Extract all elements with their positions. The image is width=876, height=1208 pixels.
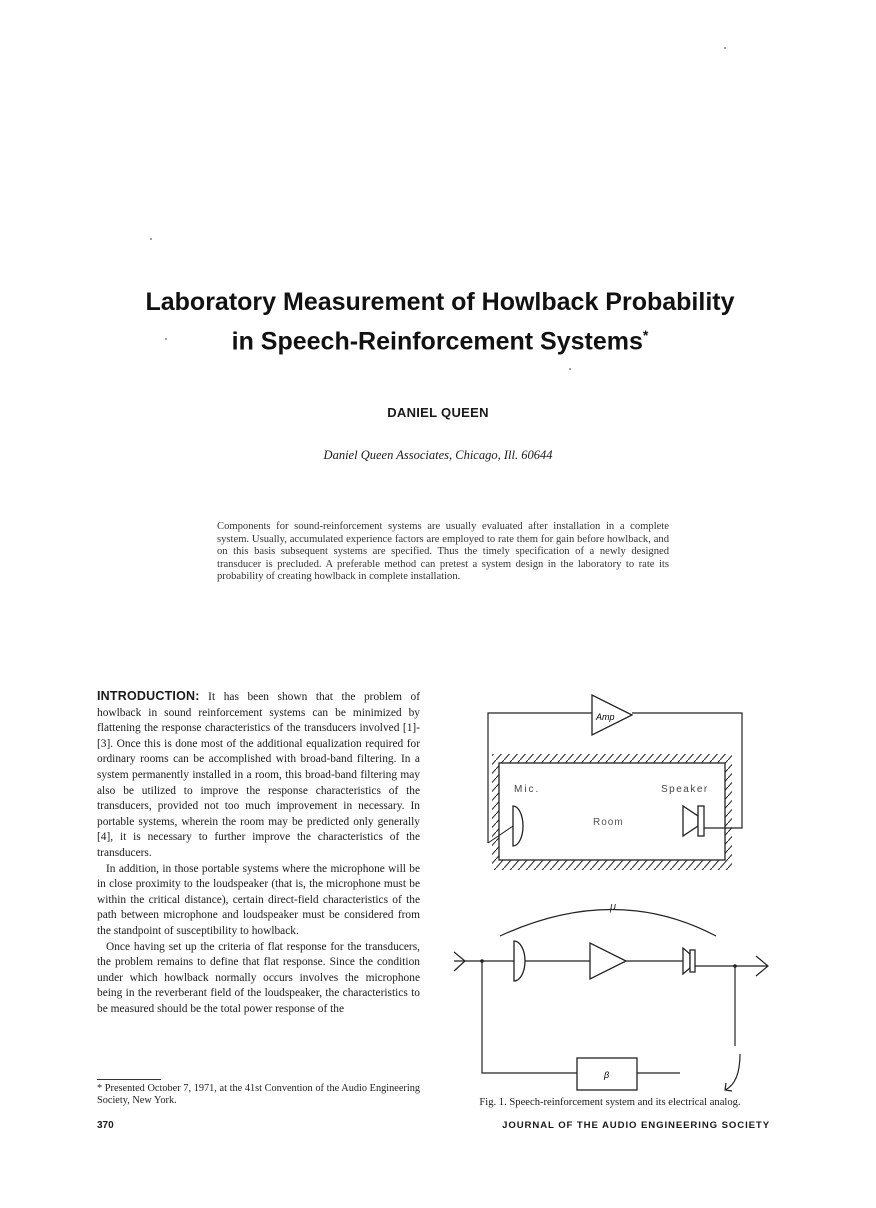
title-line-2-text: in Speech-Reinforcement Systems — [231, 327, 643, 356]
article-title — [60, 286, 820, 358]
room-wall-top-hatch — [492, 754, 732, 763]
analog-microphone-symbol — [514, 941, 525, 981]
mu-brace — [500, 910, 716, 937]
feedback-wire-left — [482, 961, 577, 1073]
footnote: * Presented October 7, 1971, at the 41st Convention of the Audio Engineering Society, New York. — [97, 1083, 420, 1106]
room-label: Room — [593, 817, 624, 828]
analog-amplifier-triangle — [590, 943, 626, 979]
beta-label: β — [604, 1070, 610, 1080]
journal-footer: JOURNAL OF THE AUDIO ENGINEERING SOCIETY — [502, 1120, 770, 1131]
body-column-left — [97, 689, 420, 1017]
title-line-2 — [60, 319, 820, 358]
amp-label: Amp — [596, 712, 615, 722]
room-system-diagram — [488, 695, 742, 870]
scan-speck — [569, 368, 571, 370]
loop-wire-left — [488, 713, 592, 843]
mic-label: Mic. — [514, 784, 541, 795]
feedback-curve-arrow — [725, 1054, 740, 1090]
mu-label: μ — [610, 901, 617, 913]
author-affiliation: Daniel Queen Associates, Chicago, Ill. 60644 — [323, 448, 553, 462]
footnote-rule — [97, 1079, 161, 1080]
room-wall-right-hatch — [725, 763, 732, 860]
room-wall-bottom-hatch — [492, 860, 732, 870]
speaker-label: Speaker — [661, 784, 709, 795]
figure-caption: Fig. 1. Speech-reinforcement system and its electrical analog. — [479, 1097, 741, 1108]
speaker-body — [698, 806, 704, 836]
section-heading-introduction: INTRODUCTION: — [97, 689, 200, 703]
abstract: Components for sound-reinforcement systems are usually evaluated after installation in a complete system. Usually, accumulated experience factors are employed to rate them for gain before howlback, and on this basis subsequent systems are specified. Thus the timely specification of a newly designed transducer is precluded. A preferable method can pretest a system design in the laboratory to rate its probability of creating howlback in complete installation. — [217, 521, 669, 582]
microphone-symbol — [513, 806, 523, 846]
figure-1-diagram — [440, 688, 785, 1098]
speaker-cone — [683, 806, 698, 836]
paragraph-introduction — [97, 689, 420, 862]
electrical-analog-diagram — [454, 901, 768, 1091]
paragraph-3: Once having set up the criteria of flat response for the transducers, the problem remains to define that flat response. Since the condition under which howlback normally occurs involves the microphone being in the reverberant field of the loudspeaker, the characteristics to be measured should be the total power response of the — [97, 940, 420, 1015]
page-number: 370 — [97, 1120, 114, 1131]
feedback-arrowhead-icon — [725, 1083, 732, 1091]
scan-speck — [150, 238, 152, 240]
paragraph-2: In addition, in those portable systems where the microphone will be in close proximity to the loudspeaker (that is, the microphone must be within the critical distance), certain direct-field characteristics of the path between microphone and loudspeaker must be considered from the standpoint of susceptibility to howlback. — [97, 862, 420, 937]
analog-speaker-cone — [683, 948, 690, 974]
analog-speaker-body — [690, 950, 695, 972]
title-footnote-marker: * — [642, 327, 649, 343]
title-line-1: Laboratory Measurement of Howlback Probability — [145, 288, 735, 316]
mic-lead — [488, 826, 513, 843]
scan-speck — [724, 47, 726, 49]
paragraph-1-text: It has been shown that the problem of howlback in sound reinforcement systems can be minimized by flattening the response characteristics of the transducers involved [1]-[3]. Once this is done most of the additional equalization required for ordinary rooms can be accomplished with broad-band filtering. In a system permanently installed in a room, this broad-band filtering may also be utilized to improve the response characteristics of the transducers, provided not too much improvement in necessary. In portable systems, wherein the room may be predicted only generally [4], it is necessary to further improve the characteristics of the transducers. — [97, 691, 420, 859]
author-name: DANIEL QUEEN — [387, 405, 489, 420]
room-wall-left-hatch — [492, 763, 499, 860]
